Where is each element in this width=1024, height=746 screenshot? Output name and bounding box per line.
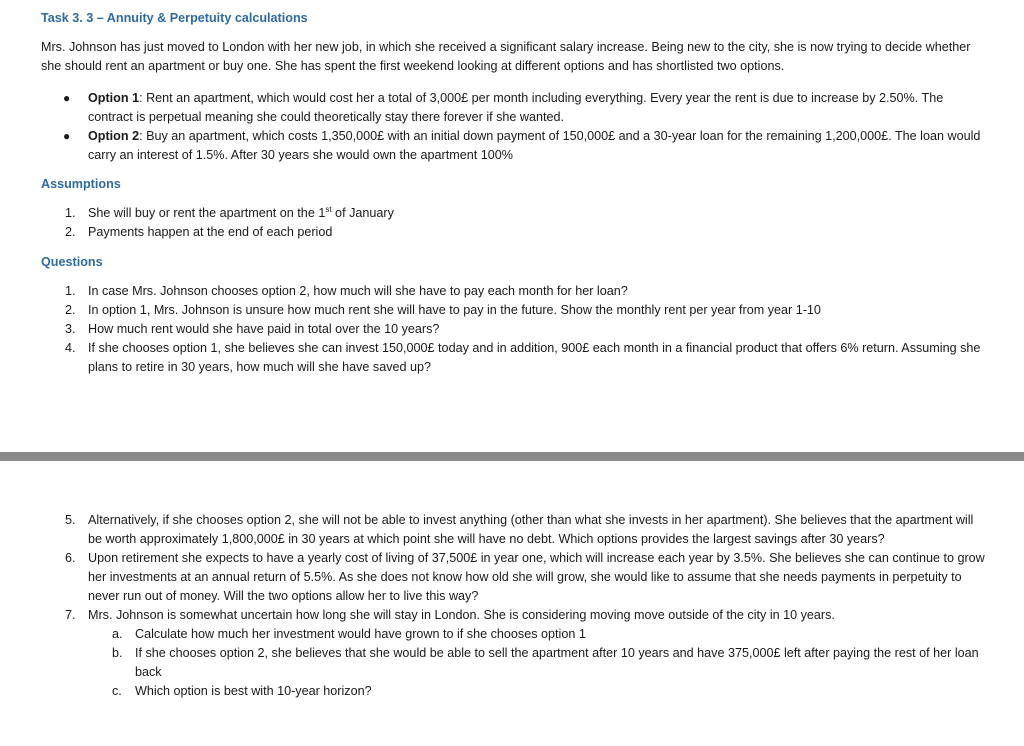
item-number: 5. [65,513,76,527]
item-letter: a. [112,627,123,641]
page-separator [0,452,1024,461]
sub-list-item [88,644,986,682]
intro-paragraph: Mrs. Johnson has just moved to London with her new job, in which she received a significant salary increase. Being new to the city, she is now trying to decide whether she should rent an apartment or buy one. She has spent the first weekend looking at different options and has shortlisted two options. [41,40,971,73]
sub-questions-list [88,625,986,701]
page-2 [0,461,1024,746]
list-item [41,204,991,223]
item-number: 7. [65,608,76,622]
item-text: Payments happen at the end of each period [88,225,333,239]
item-text: She will buy or rent the apartment on the 1 [88,206,326,220]
item-text: of January [331,206,394,220]
list-item [41,339,991,377]
item-number: 3. [65,322,76,336]
option-text: : Rent an apartment, which would cost her a total of 3,000£ per month including everything. Every year the rent is due to increase by 2.50%. The contract is perpetual meaning she could theoretically stay there forever if she wanted. [88,91,944,124]
item-text: Mrs. Johnson is somewhat uncertain how long she will stay in London. She is considering moving move outside of the city in 10 years. [88,608,835,622]
item-letter: c. [112,684,122,698]
item-number: 2. [65,303,76,317]
assumptions-heading: Assumptions [41,177,121,191]
item-text: In case Mrs. Johnson chooses option 2, how much will she have to pay each month for her loan? [88,284,628,298]
questions-list [41,282,991,377]
list-item [41,282,991,301]
item-text: Which option is best with 10-year horizon? [135,684,372,698]
item-number: 1. [65,206,76,220]
option-text: : Buy an apartment, which costs 1,350,000£ with an initial down payment of 150,000£ and a 30-year loan for the remaining 1,200,000£. The loan would carry an interest of 1.5%. After 30 years she would own the apartment 100% [88,129,981,162]
item-text: In option 1, Mrs. Johnson is unsure how much rent she will have to pay in the future. Show the monthly rent per year from year 1-10 [88,303,821,317]
bullet-icon: ● [63,129,71,143]
list-item [41,301,991,320]
questions-list-continued [41,511,986,701]
option-item [41,127,981,165]
list-item [41,320,991,339]
options-list [41,89,981,165]
sub-list-item [88,682,986,701]
item-number: 4. [65,341,76,355]
item-number: 1. [65,284,76,298]
item-text: Calculate how much her investment would have grown to if she chooses option 1 [135,627,586,641]
item-letter: b. [112,646,123,660]
item-text: Alternatively, if she chooses option 2, she will not be able to invest anything (other than what she invests in her apartment). She believes that the apartment will be worth approximately 1,800,000£ in 30 years at which point she will have no debt. Which options provides the largest savings after 30 years? [88,513,974,546]
list-item [41,223,991,242]
questions-heading: Questions [41,255,103,269]
list-item [41,511,986,549]
item-number: 6. [65,551,76,565]
task-title: Task 3. 3 – Annuity & Perpetuity calculations [41,11,308,25]
item-number: 2. [65,225,76,239]
option-label: Option 1 [88,91,140,105]
option-item [41,89,981,127]
bullet-icon: ● [63,91,71,105]
superscript: st [325,204,332,214]
assumptions-list [41,204,991,242]
sub-list-item [88,625,986,644]
item-text: If she chooses option 1, she believes she can invest 150,000£ today and in addition, 900£ each month in a financial product that offers 6% return. Assuming she plans to retire in 30 years, how much will she have saved up? [88,341,981,374]
list-item [41,549,986,606]
list-item [41,606,986,701]
item-text: If she chooses option 2, she believes that she would be able to sell the apartment after 10 years and have 375,000£ left after paying the rest of her loan back [135,646,979,679]
item-text: Upon retirement she expects to have a yearly cost of living of 37,500£ in year one, which will increase each year by 3.5%. She believes she can continue to grow her investments at an annual return of 5.5%. As she does not know how old she will grow, she would like to assume that she needs payments in perpetuity to never run out of money. Will the two options allow her to live this way? [88,551,985,603]
item-text: How much rent would she have paid in total over the 10 years? [88,322,440,336]
option-label: Option 2 [88,129,140,143]
